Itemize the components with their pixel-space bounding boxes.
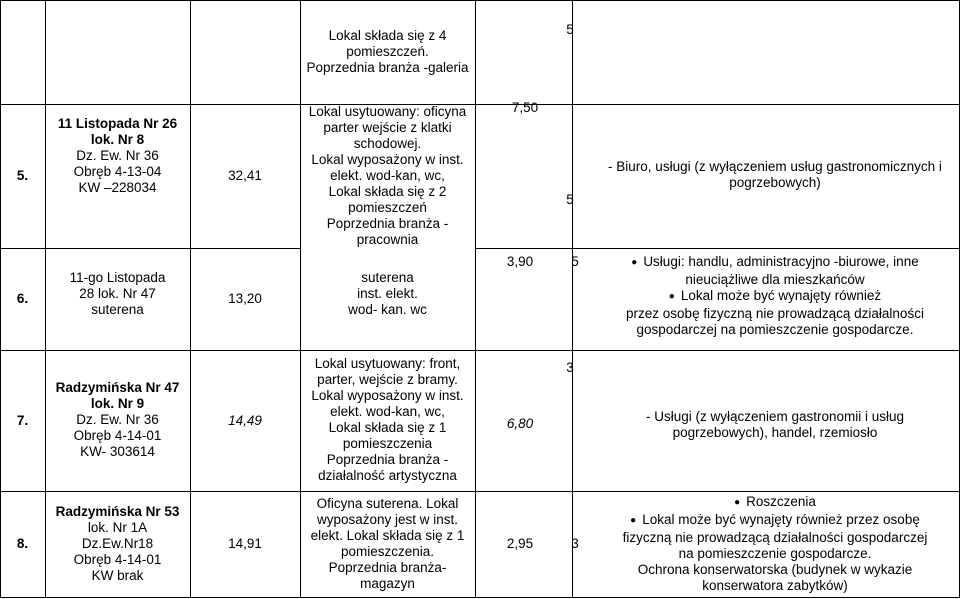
rule: [572, 0, 573, 598]
rule: [475, 248, 960, 249]
row-number: 6.: [16, 291, 29, 306]
rate-cell: 2,95: [506, 536, 534, 551]
use-cell: - Usługi (z wyłączeniem gastronomii i usług pogrzebowych), handel, rzemiosło: [645, 409, 905, 440]
description-cell: Oficyna suterena. Lokal wyposażony jest w inst. elekt. Lokal składa się z 1 pomieszczenia. Poprzednia branża- magazyn: [310, 496, 465, 591]
address-cell: 11 Listopada Nr 26 lok. Nr 8 Dz. Ew. Nr 36 Obręb 4-13-04 KW –228034: [57, 116, 178, 195]
rooms-cell: 5: [571, 254, 579, 269]
address-cell: Radzymińska Nr 53 lok. Nr 1A Dz.Ew.Nr18 Obręb 4-14-01 KW brak: [55, 504, 180, 583]
text-line: pomieszczeń.: [346, 44, 429, 59]
text-line: Lokal składa się z 4: [328, 28, 447, 43]
description-cell: Lokal usytuowany: oficyna parter wejście z klatki schodowej. Lokal wyposażony w inst. elekt. wod-kan, wc, Lokal składa się z 2 pomieszczeń Poprzednia branża - pracownia: [308, 104, 467, 247]
address-cell: Radzymińska Nr 47 lok. Nr 9 Dz. Ew. Nr 36 Obręb 4-14-01 KW- 303614: [55, 380, 180, 459]
rule: [0, 0, 960, 1]
rule: [0, 350, 960, 351]
area-cell: 14,49: [228, 412, 262, 428]
rule: [475, 0, 476, 598]
rate-cell: 7,50: [511, 100, 539, 115]
use-cell: - Biuro, usługi (z wyłączeniem usług gastronomicznych i pogrzebowych): [608, 159, 942, 190]
row-number: 5.: [16, 168, 29, 183]
rooms-cell: 3: [571, 536, 579, 551]
row-number: 8.: [16, 536, 29, 551]
text-line: Poprzednia branża -galeria: [306, 60, 469, 75]
rooms-cell: 5: [566, 22, 574, 37]
rate-cell: 3,90: [506, 254, 534, 269]
description-cell: [300, 0, 475, 104]
rooms-cell: 3: [566, 360, 574, 375]
area-cell: 14,91: [228, 536, 262, 551]
rule: [0, 491, 960, 492]
use-cell: ● Roszczenia ● Lokal może być wynajęty również przez osobę fizyczną nie prowadzącą działalności gospodarczej na pomieszczenie gospodarcze. Ochrona konserwatorska (budynek w wykazie konserwatora zabytków): [590, 494, 960, 594]
description-cell: Lokal usytuowany: front, parter, wejście z bramy. Lokal wyposażony w inst. elekt. wod-kan, wc, Lokal składa się z 1 pomieszczenia Poprzednia branża - działalność artystyczna: [311, 356, 464, 483]
area-cell: 32,41: [228, 168, 262, 183]
rule: [0, 597, 960, 598]
use-cell: ● Usługi: handlu, administracyjno -biurowe, inne nieuciążliwe dla mieszkańców ● Lokal może być wynajęty również przez osobę fizyczną nie prowadzącą działalności gospodarczej na pomieszczenie gospodarcze.: [590, 254, 960, 338]
rate-cell: 6,80: [506, 416, 534, 431]
row-number: 7.: [16, 412, 29, 428]
rooms-cell: 5: [566, 192, 574, 207]
area-cell: 13,20: [228, 291, 262, 306]
description-cell: suterena inst. elekt. wod- kan. wc: [348, 270, 427, 317]
address-cell: 11-go Listopada 28 lok. Nr 47 suterena: [69, 270, 166, 317]
